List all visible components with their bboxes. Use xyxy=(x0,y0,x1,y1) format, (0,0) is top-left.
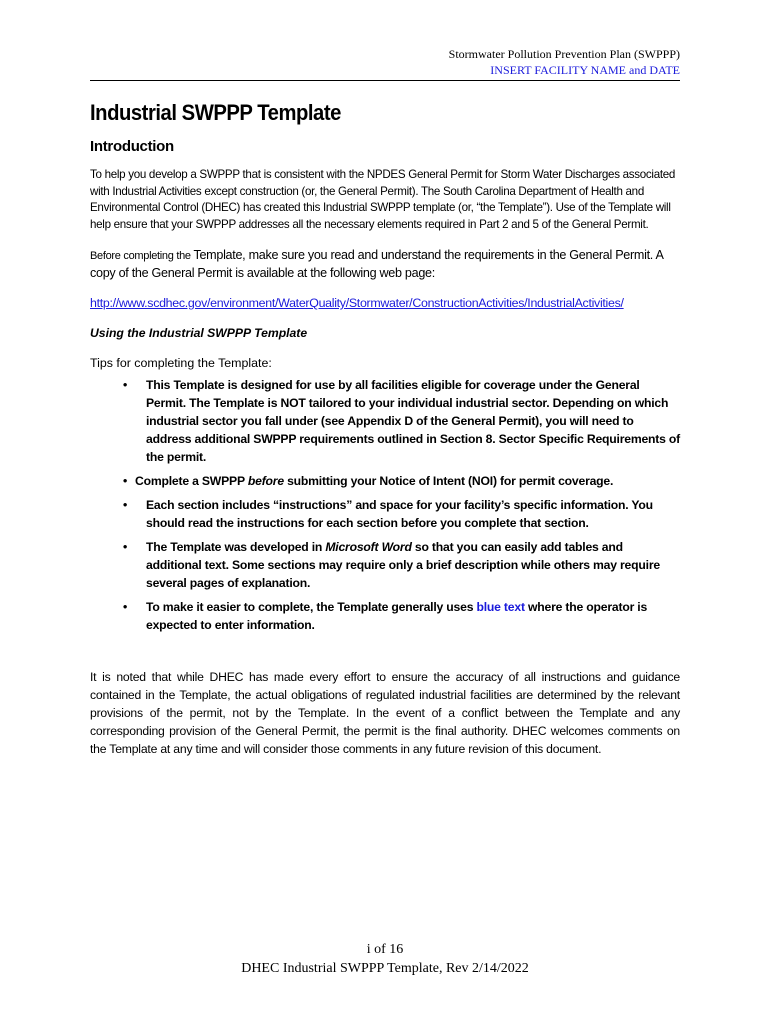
page-footer xyxy=(0,940,770,978)
tip-text: This Template is designed for use by all facilities eligible for coverage under the General Permit. The Template is NOT tailored to your individual industrial sector. Depending on which industrial sector you fall under (see Appendix D of the General Permit), you will need to address additional SWPPP requirements outlined in Section 8. Sector Specific Requirements of the permit. xyxy=(146,378,681,464)
tips-label: Tips for completing the Template: xyxy=(90,356,272,370)
bullet-icon: • xyxy=(123,378,128,392)
introduction-heading: Introduction xyxy=(90,138,174,155)
before-completing-paragraph xyxy=(90,247,680,282)
tip-text: To make it easier to complete, the Template generally uses xyxy=(146,600,477,614)
introduction-paragraph: To help you develop a SWPPP that is consistent with the NPDES General Permit for Storm Water Discharges associated with Industrial Activities except construction (or, the General Permit). The South Carolina Department of Health and Environmental Control (DHEC) has created this Industrial SWPPP template (or, “the Template”). Use of the Template will help ensure that your SWPPP addresses all the necessary elements required in Part 2 and 5 of the General Permit. xyxy=(90,168,676,231)
tip-text: submitting your Notice of Intent (NOI) for permit coverage. xyxy=(283,474,614,488)
document-title: Industrial SWPPP Template xyxy=(90,100,341,125)
before-completing-text: Template, make sure you read and understand the requirements in the General Permit. A copy of the General Permit is available at the following web page: xyxy=(90,248,663,280)
header-divider xyxy=(90,80,680,81)
list-item xyxy=(90,376,680,466)
blue-text-sample: blue text xyxy=(476,600,525,614)
tip-text: Complete a SWPPP xyxy=(135,474,248,488)
footer-document-label: DHEC Industrial SWPPP Template, Rev 2/14/2022 xyxy=(241,961,529,976)
list-item xyxy=(90,496,680,532)
document-body xyxy=(90,100,680,770)
tip-text: The Template was developed in xyxy=(146,540,326,554)
bullet-icon: • xyxy=(123,600,128,614)
bullet-icon: • xyxy=(123,474,128,488)
page-header xyxy=(449,46,680,78)
tip-text: Each section includes “instructions” and space for your facility’s specific information. You should read the instructions for each section before you complete that section. xyxy=(146,498,653,530)
list-item xyxy=(90,598,680,634)
list-item xyxy=(90,472,680,490)
using-template-heading: Using the Industrial SWPPP Template xyxy=(90,326,308,340)
tip-emphasis: before xyxy=(247,474,284,488)
tip-emphasis: Microsoft Word xyxy=(325,540,412,554)
header-facility-placeholder[interactable]: INSERT FACILITY NAME and DATE xyxy=(490,63,680,77)
tip-text: so that you can easily add tables and additional text. Some sections may require only a brief description while others may require several pages of explanation. xyxy=(146,540,660,590)
bullet-icon: • xyxy=(123,540,128,554)
tip-text: where the operator is expected to enter information. xyxy=(146,600,648,632)
header-plan-title: Stormwater Pollution Prevention Plan (SWPPP) xyxy=(448,47,680,61)
page-number: i of 16 xyxy=(366,942,404,957)
before-completing-lead: Before completing the xyxy=(90,250,194,262)
general-permit-link[interactable]: http://www.scdhec.gov/environment/WaterQuality/Stormwater/ConstructionActivities/IndustrialActivities/ xyxy=(90,296,624,310)
tips-list xyxy=(90,376,680,634)
list-item xyxy=(90,538,680,592)
disclaimer-paragraph: It is noted that while DHEC has made every effort to ensure the accuracy of all instructions and guidance contained in the Template, the actual obligations of regulated industrial facilities are determined by the relevant provisions of the permit, not by the Template. In the event of a conflict between the Template and any corresponding provision of the General Permit, the permit is the final authority. DHEC welcomes comments on the Template at any time and will consider those comments in any future revision of this document. xyxy=(90,670,680,756)
bullet-icon: • xyxy=(123,498,128,512)
